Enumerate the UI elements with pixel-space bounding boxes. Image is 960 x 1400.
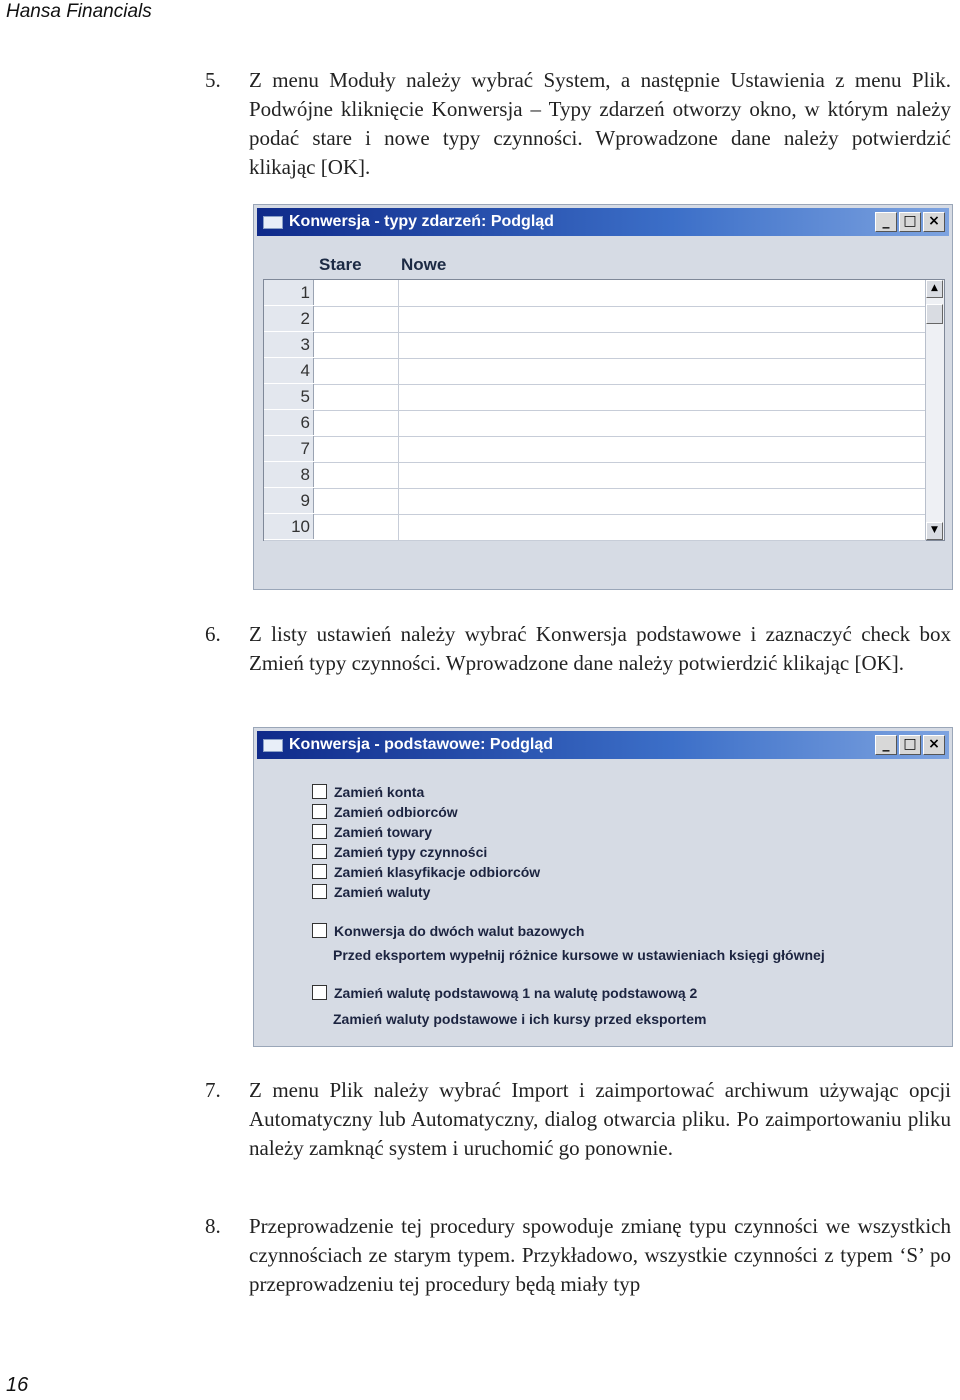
- window-titlebar: [257, 208, 949, 236]
- step-number: 8.: [205, 1214, 221, 1238]
- base-currency-note: Zamień waluty podstawowe i ich kursy przed eksportem: [333, 1011, 707, 1027]
- checkbox-replace-items[interactable]: Zamień towary: [312, 824, 432, 844]
- window-icon: [263, 216, 283, 229]
- scroll-up-icon[interactable]: ▲: [926, 280, 943, 298]
- row-number: 1: [264, 280, 314, 305]
- checkbox-replace-customers[interactable]: Zamień odbiorców: [312, 804, 458, 824]
- table-row[interactable]: [264, 384, 926, 411]
- row-number: 6: [264, 410, 314, 435]
- checkbox-icon[interactable]: [312, 844, 327, 859]
- row-number: 10: [264, 514, 314, 539]
- table-row[interactable]: [264, 332, 926, 359]
- close-button[interactable]: ×: [923, 212, 945, 232]
- dual-currency-note: Przed eksportem wypełnij różnice kursowe w ustawieniach księgi głównej: [333, 947, 825, 963]
- checkbox-replace-currencies[interactable]: Zamień waluty: [312, 884, 430, 904]
- step-text: Z menu Moduły należy wybrać System, a następnie Ustawienia z menu Plik. Podwójne kliknięcie Konwersja – Typy zdarzeń otworzy okno, w którym należy podać stare i nowe typy czynności. Wprowadzone dane należy potwierdzić klikając [OK].: [249, 68, 951, 179]
- row-number: 8: [264, 462, 314, 487]
- step-text: Z menu Plik należy wybrać Import i zaimportować archiwum używając opcji Automatyczny lub Automatyczny, dialog otwarcia pliku. Po zaimportowaniu pliku należy zamknąć system i uruchomić go ponownie.: [249, 1078, 951, 1160]
- event-types-window: [253, 204, 953, 590]
- table-row[interactable]: [264, 280, 926, 307]
- checkbox-icon[interactable]: [312, 784, 327, 799]
- minimize-button[interactable]: _: [875, 212, 897, 232]
- column-header-new[interactable]: Nowe: [401, 255, 447, 274]
- basic-conversion-window: [253, 727, 953, 1047]
- table-row[interactable]: [264, 462, 926, 489]
- scroll-down-icon[interactable]: ▼: [926, 522, 943, 540]
- page-number: 16: [6, 1374, 29, 1396]
- row-number: 7: [264, 436, 314, 461]
- checkbox-replace-customer-classifications[interactable]: Zamień klasyfikacje odbiorców: [312, 864, 540, 884]
- checkbox-icon[interactable]: [312, 923, 327, 938]
- table-row[interactable]: [264, 488, 926, 515]
- step-7: [205, 1076, 951, 1163]
- window-titlebar: [257, 731, 949, 759]
- checkbox-icon[interactable]: [312, 884, 327, 899]
- step-6: [205, 620, 951, 678]
- row-number: 2: [264, 306, 314, 331]
- minimize-button[interactable]: _: [875, 735, 897, 755]
- row-number: 4: [264, 358, 314, 383]
- row-number: 3: [264, 332, 314, 357]
- checkbox-swap-base-currency[interactable]: Zamień walutę podstawową 1 na walutę podstawową 2: [312, 985, 697, 1005]
- vertical-scrollbar[interactable]: [925, 280, 944, 540]
- step-text: Z listy ustawień należy wybrać Konwersja podstawowe i zaznaczyć check box Zmień typy czynności. Wprowadzone dane należy potwierdzić klikając [OK].: [249, 622, 951, 675]
- step-5: [205, 66, 951, 182]
- checkbox-icon[interactable]: [312, 824, 327, 839]
- row-number: 5: [264, 384, 314, 409]
- table-row[interactable]: [264, 410, 926, 437]
- checkbox-replace-accounts[interactable]: Zamień konta: [312, 784, 424, 804]
- maximize-button[interactable]: □: [899, 735, 921, 755]
- window-icon: [263, 739, 283, 752]
- step-text: Przeprowadzenie tej procedury spowoduje zmianę typu czynności we wszystkich czynnościach ze starym typem. Przykładowo, wszystkie czynności z typem ‘S’ po przeprowadzeniu tej procedury będą miały typ: [249, 1214, 951, 1296]
- window-title: Konwersja - typy zdarzeń: Podgląd: [289, 213, 554, 230]
- conversion-grid: [263, 279, 945, 541]
- window-title: Konwersja - podstawowe: Podgląd: [289, 736, 554, 753]
- table-row[interactable]: [264, 436, 926, 463]
- row-number: 9: [264, 488, 314, 513]
- checkbox-icon[interactable]: [312, 804, 327, 819]
- document-header: Hansa Financials: [6, 1, 152, 22]
- table-row[interactable]: [264, 358, 926, 385]
- scroll-thumb[interactable]: [926, 304, 943, 324]
- step-8: [205, 1212, 951, 1299]
- checkbox-icon[interactable]: [312, 864, 327, 879]
- table-row[interactable]: [264, 514, 926, 541]
- step-number: 5.: [205, 68, 221, 92]
- checkbox-dual-base-currency[interactable]: Konwersja do dwóch walut bazowych: [312, 923, 584, 943]
- step-number: 6.: [205, 622, 221, 646]
- checkbox-icon[interactable]: [312, 985, 327, 1000]
- step-number: 7.: [205, 1078, 221, 1102]
- table-row[interactable]: [264, 306, 926, 333]
- column-header-old[interactable]: Stare: [319, 255, 362, 274]
- close-button[interactable]: ×: [923, 735, 945, 755]
- maximize-button[interactable]: □: [899, 212, 921, 232]
- checkbox-replace-activity-types[interactable]: Zamień typy czynności: [312, 844, 487, 864]
